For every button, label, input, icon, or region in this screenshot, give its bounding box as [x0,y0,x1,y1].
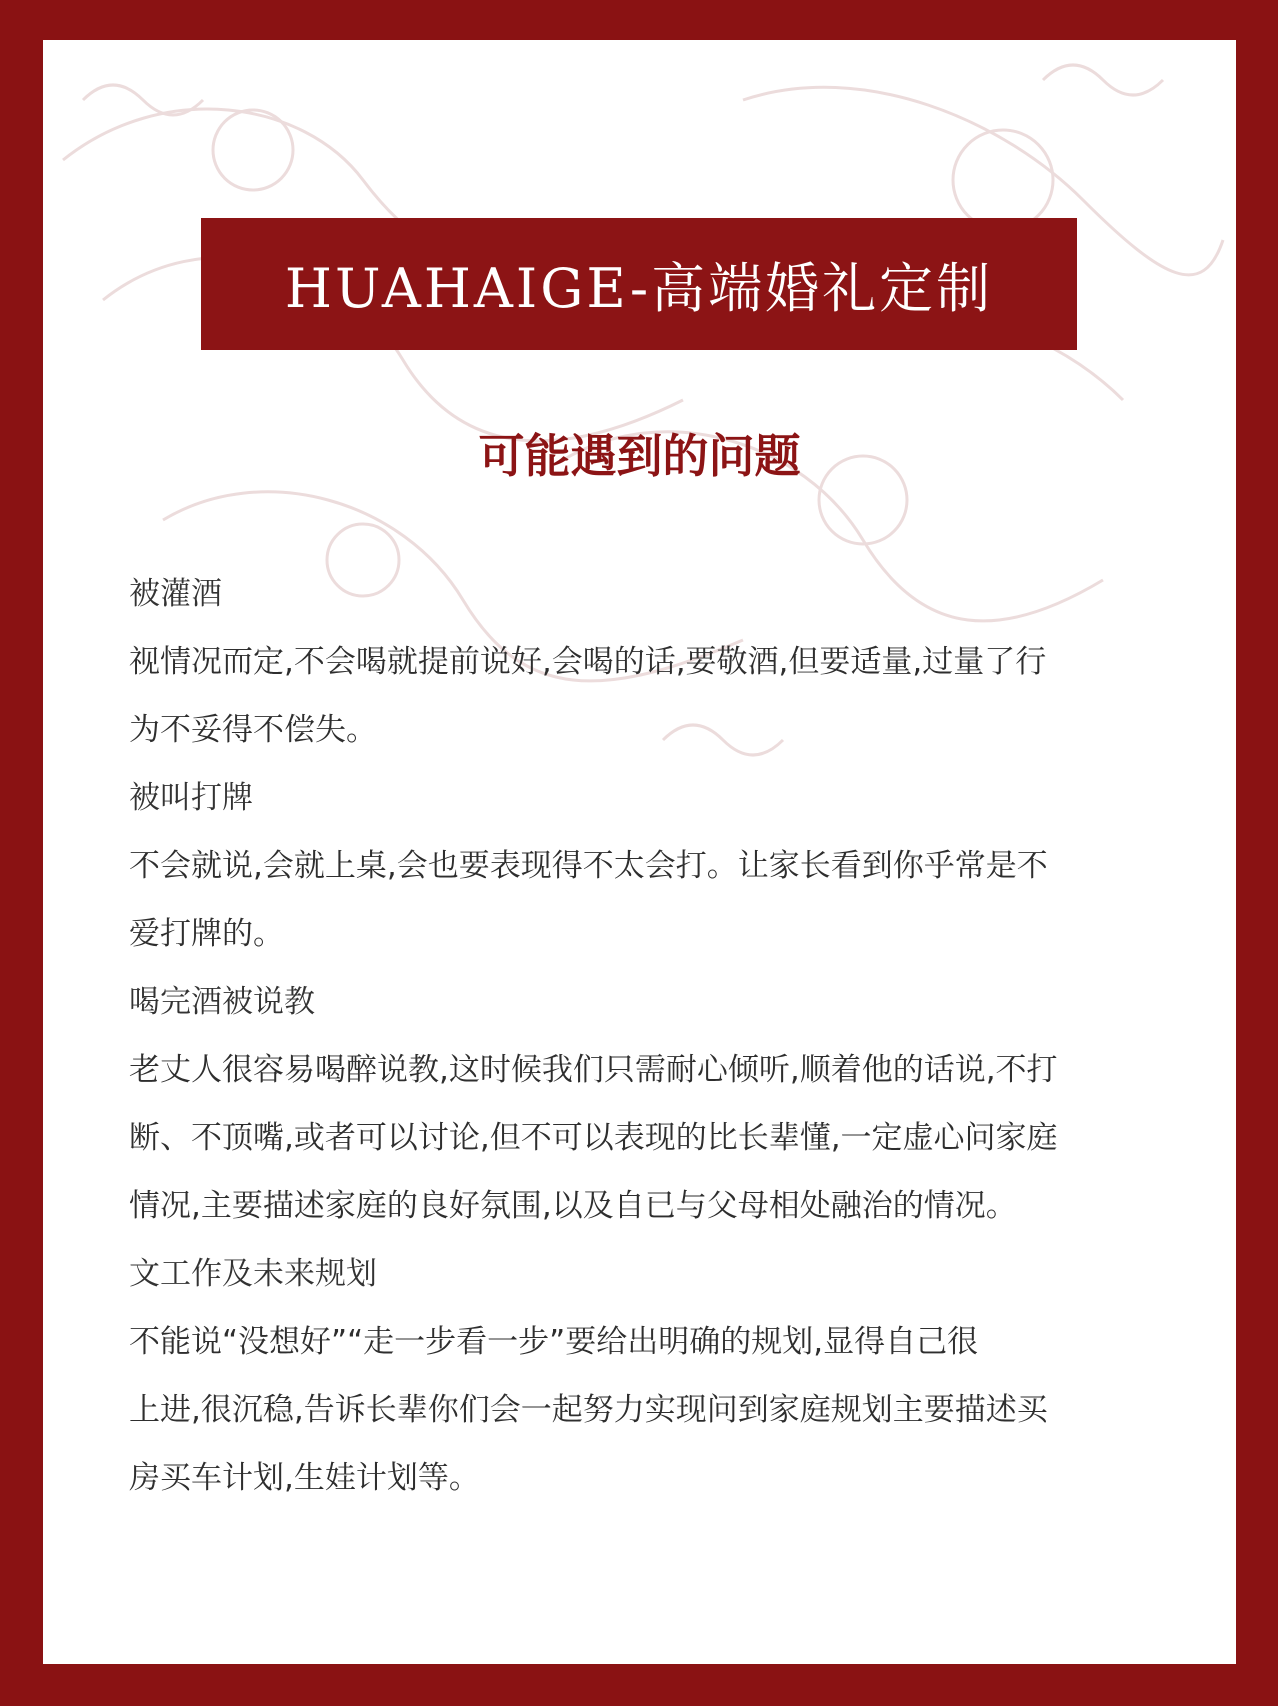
banner-title: HUAHAIGE-高端婚礼定制 [284,256,994,320]
paragraph-line: 上进,很沉稳,告诉长辈你们会一起努力实现问到家庭规划主要描述买 [129,1392,1048,1428]
paragraph-line: 为不妥得不偿失。 [129,712,377,748]
paragraph-line: 断、不顶嘴,或者可以讨论,但不可以表现的比长辈懂,一定虚心问家庭 [129,1120,1058,1156]
paragraph-line: 老丈人很容易喝醉说教,这时候我们只需耐心倾听,顺着他的话说,不打 [129,1052,1058,1088]
paragraph-line: 房买车计划,生娃计划等。 [129,1460,480,1496]
page-title: 可能遇到的问题 [478,429,801,483]
title-banner [201,218,1077,350]
paragraph-line: 情况,主要描述家庭的良好氛围,以及自已与父母相处融治的情况。 [129,1188,1017,1224]
paragraph-line: 不能说“没想好”“走一步看一步”要给出明确的规划,显得自己很 [129,1324,979,1360]
section-heading: 被灌酒 [129,576,222,612]
section-heading: 喝完酒被说教 [129,984,315,1020]
section-heading: 被叫打牌 [129,780,253,816]
paragraph-line: 爱打牌的。 [129,916,284,952]
paragraph-line: 不会就说,会就上桌,会也要表现得不太会打。让家长看到你乎常是不 [129,848,1048,884]
paragraph-line: 视情况而定,不会喝就提前说好,会喝的话,要敬酒,但要适量,过量了行 [129,644,1047,680]
content-body [129,560,1149,1512]
section-heading: 文工作及未来规划 [129,1256,377,1292]
poster-card [43,40,1236,1664]
